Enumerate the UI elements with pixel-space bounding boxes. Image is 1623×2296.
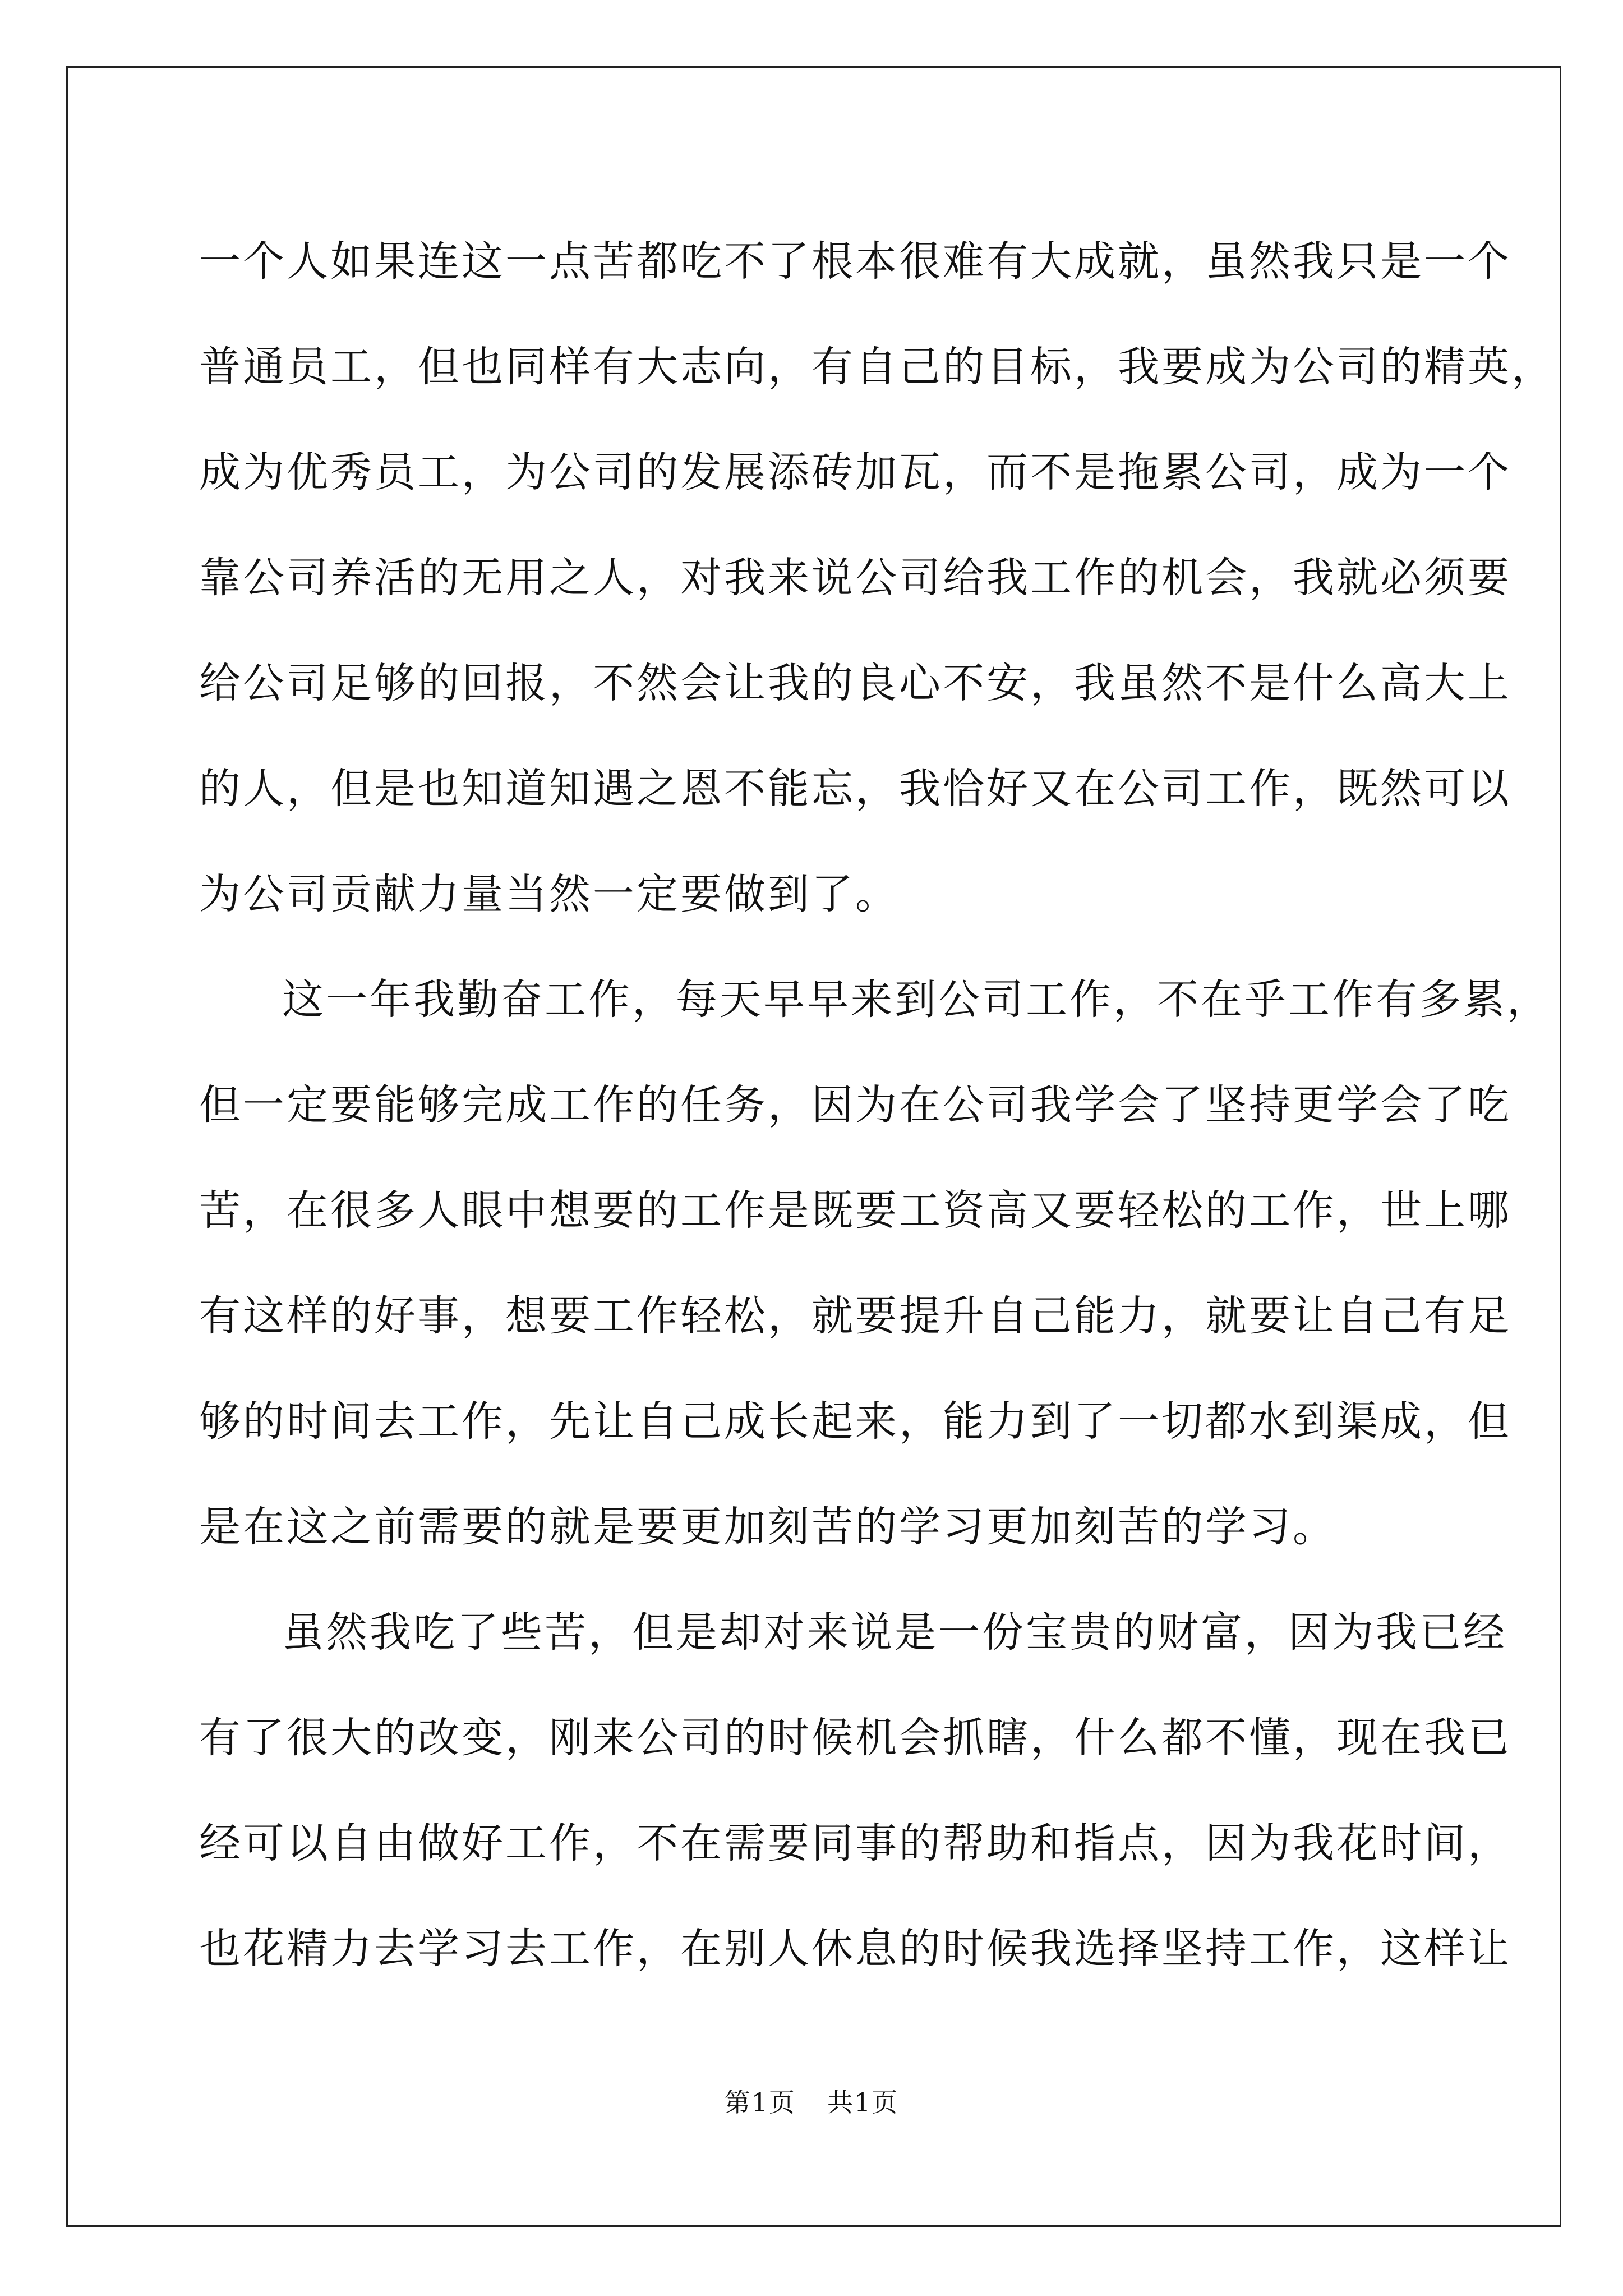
text-line: 为公司贡献力量当然一定要做到了。 xyxy=(199,870,899,918)
paragraph-start-line: 虽然我吃了些苦，但是却对来说是一份宝贵的财富，因为我已经 xyxy=(282,1608,1507,1657)
text-line: 经可以自由做好工作，不在需要同事的帮助和指点，因为我花时间， xyxy=(199,1819,1511,1867)
text-line: 的人，但是也知道知遇之恩不能忘，我恰好又在公司工作，既然可以 xyxy=(199,765,1511,813)
document-body xyxy=(199,209,1555,2001)
text-line: 有这样的好事，想要工作轻松，就要提升自己能力，就要让自己有足 xyxy=(199,1292,1511,1340)
text-line: 成为优秀员工，为公司的发展添砖加瓦，而不是拖累公司，成为一个 xyxy=(199,448,1511,496)
text-line: 靠公司养活的无用之人，对我来说公司给我工作的机会，我就必须要 xyxy=(199,554,1511,602)
text-line: 一个人如果连这一点苦都吃不了根本很难有大成就，虽然我只是一个 xyxy=(199,237,1511,286)
text-line: 有了很大的改变，刚来公司的时候机会抓瞎，什么都不懂，现在我已 xyxy=(199,1714,1511,1762)
text-line: 给公司足够的回报，不然会让我的良心不安，我虽然不是什么高大上 xyxy=(199,659,1511,707)
page-total: 共1页 xyxy=(827,2087,899,2118)
text-line: 普通员工，但也同样有大志向，有自己的目标，我要成为公司的精英， xyxy=(199,343,1555,391)
text-line: 够的时间去工作，先让自己成长起来，能力到了一切都水到渠成，但 xyxy=(199,1397,1511,1446)
paragraph-start-line: 这一年我勤奋工作，每天早早来到公司工作，不在乎工作有多累， xyxy=(282,976,1551,1024)
page-number: 第1页 xyxy=(724,2087,796,2118)
text-line: 苦，在很多人眼中想要的工作是既要工资高又要轻松的工作，世上哪 xyxy=(199,1186,1511,1235)
text-line: 但一定要能够完成工作的任务，因为在公司我学会了坚持更学会了吃 xyxy=(199,1081,1511,1129)
text-line: 也花精力去学习去工作，在别人休息的时候我选择坚持工作，这样让 xyxy=(199,1925,1511,1973)
text-line: 是在这之前需要的就是要更加刻苦的学习更加刻苦的学习。 xyxy=(199,1503,1336,1551)
page-footer xyxy=(0,2082,1623,2119)
